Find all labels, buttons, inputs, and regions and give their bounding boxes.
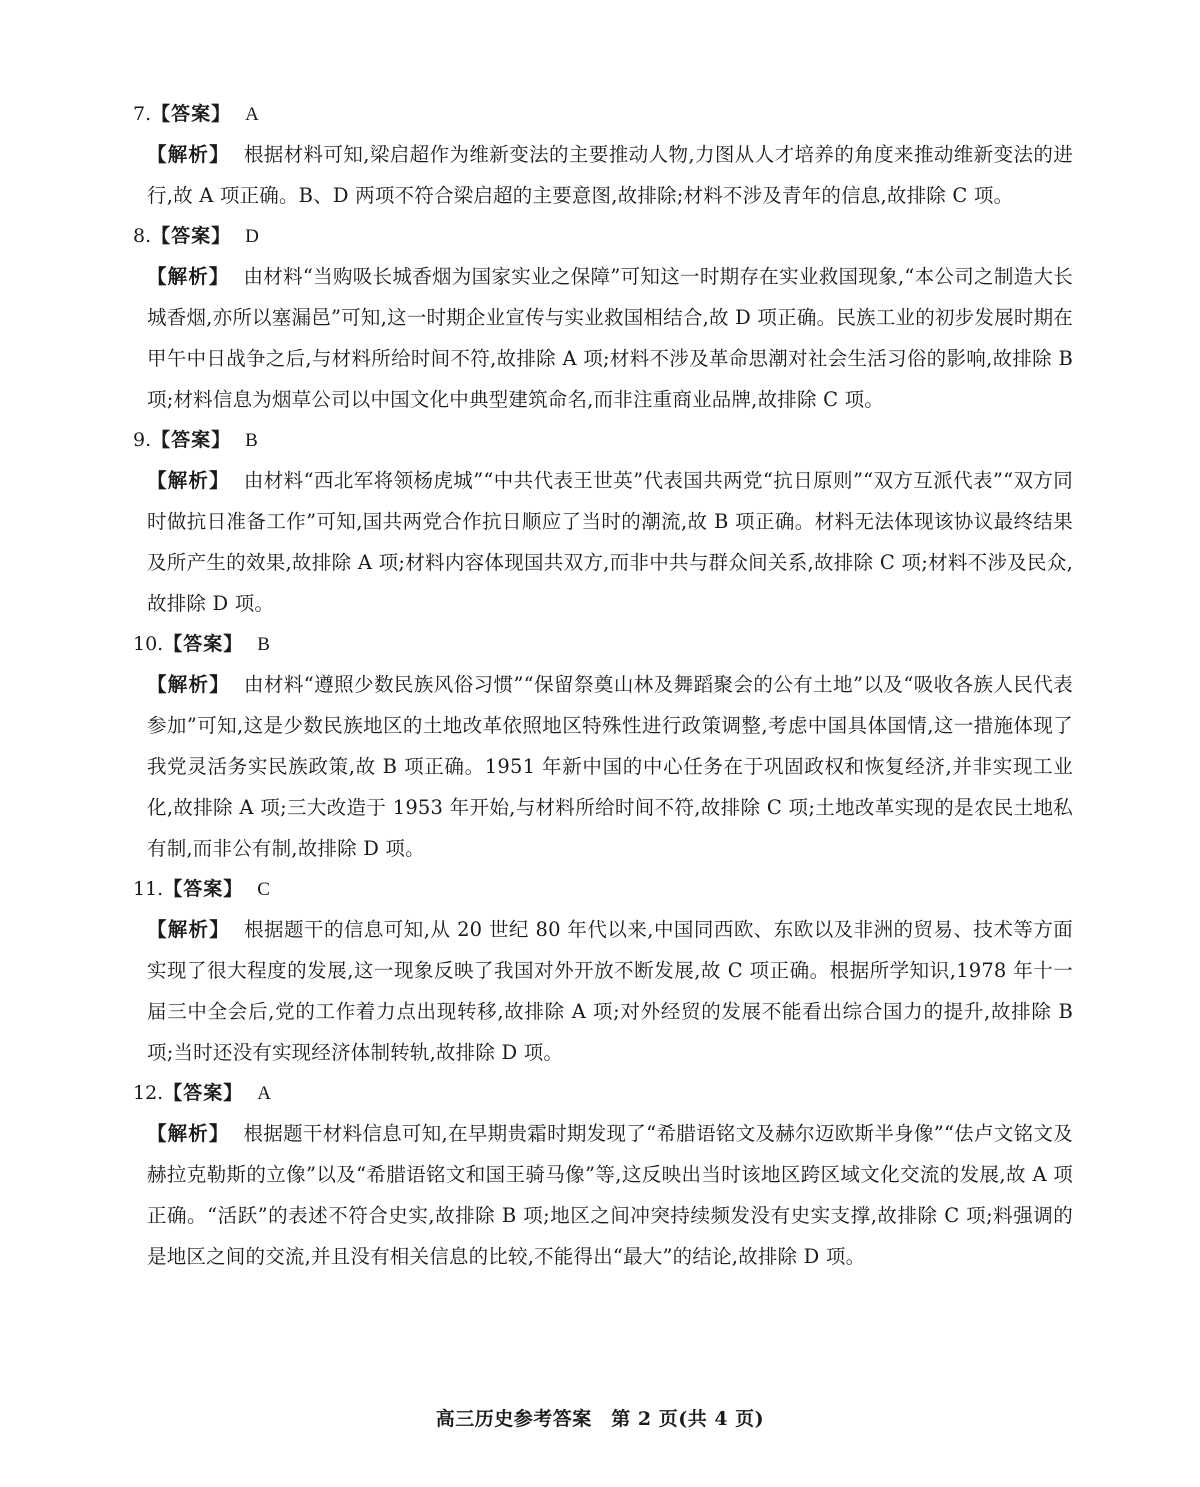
answer-page <box>133 94 1073 1277</box>
explanation-tag: 【解析】 <box>147 265 230 288</box>
answer-choice: B <box>245 430 258 451</box>
question-number: 11. <box>133 878 164 900</box>
page-footer: 高三历史参考答案 第 2 页(共 4 页) <box>435 1408 765 1430</box>
answer-item-9 <box>133 420 1073 624</box>
answer-tag: 【答案】 <box>151 429 232 451</box>
explanation-text: 根据题干材料信息可知,在早期贵霜时期发现了“希腊语铭文及赫尔迈欧斯半身像”“佉卢文铭文及赫拉克勒斯的立像”以及“希腊语铭文和国王骑马像”等,这反映出当时该地区跨区域文化交流的发展,故 A 项正确。“活跃”的表述不符合史实,故排除 B 项;地区之间冲突持续频发没有史实支撑,故排除 C 项;料强调的是地区之间的交流,并且没有相关信息的比较,不能得出“最大”的结论,故排除 D 项。 <box>147 1122 1073 1268</box>
answer-line <box>133 869 1073 909</box>
answer-choice: B <box>257 634 270 655</box>
explanation-tag: 【解析】 <box>147 1122 230 1145</box>
question-number: 9. <box>133 429 152 451</box>
answer-line <box>133 624 1073 664</box>
explanation-paragraph <box>147 134 1073 216</box>
answer-line <box>133 94 1073 134</box>
explanation-text: 根据材料可知,梁启超作为维新变法的主要推动人物,力图从人才培养的角度来推动维新变法的进行,故 A 项正确。B、D 两项不符合梁启超的主要意图,故排除;材料不涉及青年的信息,故排除 C 项。 <box>147 143 1073 207</box>
answer-line <box>133 1073 1073 1113</box>
answer-item-8 <box>133 216 1073 420</box>
explanation-text: 由材料“当购吸长城香烟为国家实业之保障”可知这一时期存在实业救国现象,“本公司之制造大长城香烟,亦所以塞漏邑”可知,这一时期企业宣传与实业救国相结合,故 D 项正确。民族工业的初步发展时期在甲午中日战争之后,与材料所给时间不符,故排除 A 项;材料不涉及革命思潮对社会生活习俗的影响,故排除 B 项;材料信息为烟草公司以中国文化中典型建筑命名,而非注重商业品牌,故排除 C 项。 <box>147 265 1073 411</box>
answer-choice: A <box>245 104 259 125</box>
explanation-tag: 【解析】 <box>147 918 231 941</box>
answer-tag: 【答案】 <box>151 225 232 247</box>
explanation-paragraph <box>147 256 1073 420</box>
answer-tag: 【答案】 <box>163 878 244 900</box>
explanation-tag: 【解析】 <box>147 673 230 696</box>
answer-tag: 【答案】 <box>163 633 244 655</box>
answer-choice: D <box>245 226 259 247</box>
explanation-paragraph <box>147 664 1073 869</box>
answer-choice: A <box>257 1083 271 1104</box>
answer-tag: 【答案】 <box>163 1082 244 1104</box>
question-number: 8. <box>133 225 152 247</box>
answer-line <box>133 420 1073 460</box>
answer-line <box>133 216 1073 256</box>
answer-item-11 <box>133 869 1073 1073</box>
explanation-text: 由材料“遵照少数民族风俗习惯”“保留祭奠山林及舞蹈聚会的公有土地”以及“吸收各族人民代表参加”可知,这是少数民族地区的土地改革依照地区特殊性进行政策调整,考虑中国具体国情,这一措施体现了我党灵活务实民族政策,故 B 项正确。1951 年新中国的中心任务在于巩固政权和恢复经济,并非实现工业化,故排除 A 项;三大改造于 1953 年开始,与材料所给时间不符,故排除 C 项;土地改革实现的是农民土地私有制,而非公有制,故排除 D 项。 <box>147 673 1073 860</box>
answer-item-10 <box>133 624 1073 869</box>
question-number: 7. <box>133 103 152 125</box>
answer-choice: C <box>257 879 270 900</box>
question-number: 12. <box>133 1082 164 1104</box>
explanation-text: 由材料“西北军将领杨虎城”“中共代表王世英”代表国共两党“抗日原则”“双方互派代表”“双方同时做抗日准备工作”可知,国共两党合作抗日顺应了当时的潮流,故 B 项正确。材料无法体现该协议最终结果及所产生的效果,故排除 A 项;材料内容体现国共双方,而非中共与群众间关系,故排除 C 项;材料不涉及民众,故排除 D 项。 <box>147 469 1073 615</box>
explanation-tag: 【解析】 <box>147 469 230 492</box>
explanation-paragraph <box>147 460 1073 624</box>
answer-tag: 【答案】 <box>151 103 232 125</box>
answer-item-7 <box>133 94 1073 216</box>
explanation-paragraph <box>147 909 1073 1073</box>
answer-item-12 <box>133 1073 1073 1277</box>
question-number: 10. <box>133 633 164 655</box>
explanation-paragraph <box>147 1113 1073 1277</box>
explanation-text: 根据题干的信息可知,从 20 世纪 80 年代以来,中国同西欧、东欧以及非洲的贸易、技术等方面实现了很大程度的发展,这一现象反映了我国对外开放不断发展,故 C 项正确。根据所学知识,1978 年十一届三中全会后,党的工作着力点出现转移,故排除 A 项;对外经贸的发展不能看出综合国力的提升,故排除 B 项;当时还没有实现经济体制转轨,故排除 D 项。 <box>147 918 1073 1064</box>
explanation-tag: 【解析】 <box>147 143 230 166</box>
